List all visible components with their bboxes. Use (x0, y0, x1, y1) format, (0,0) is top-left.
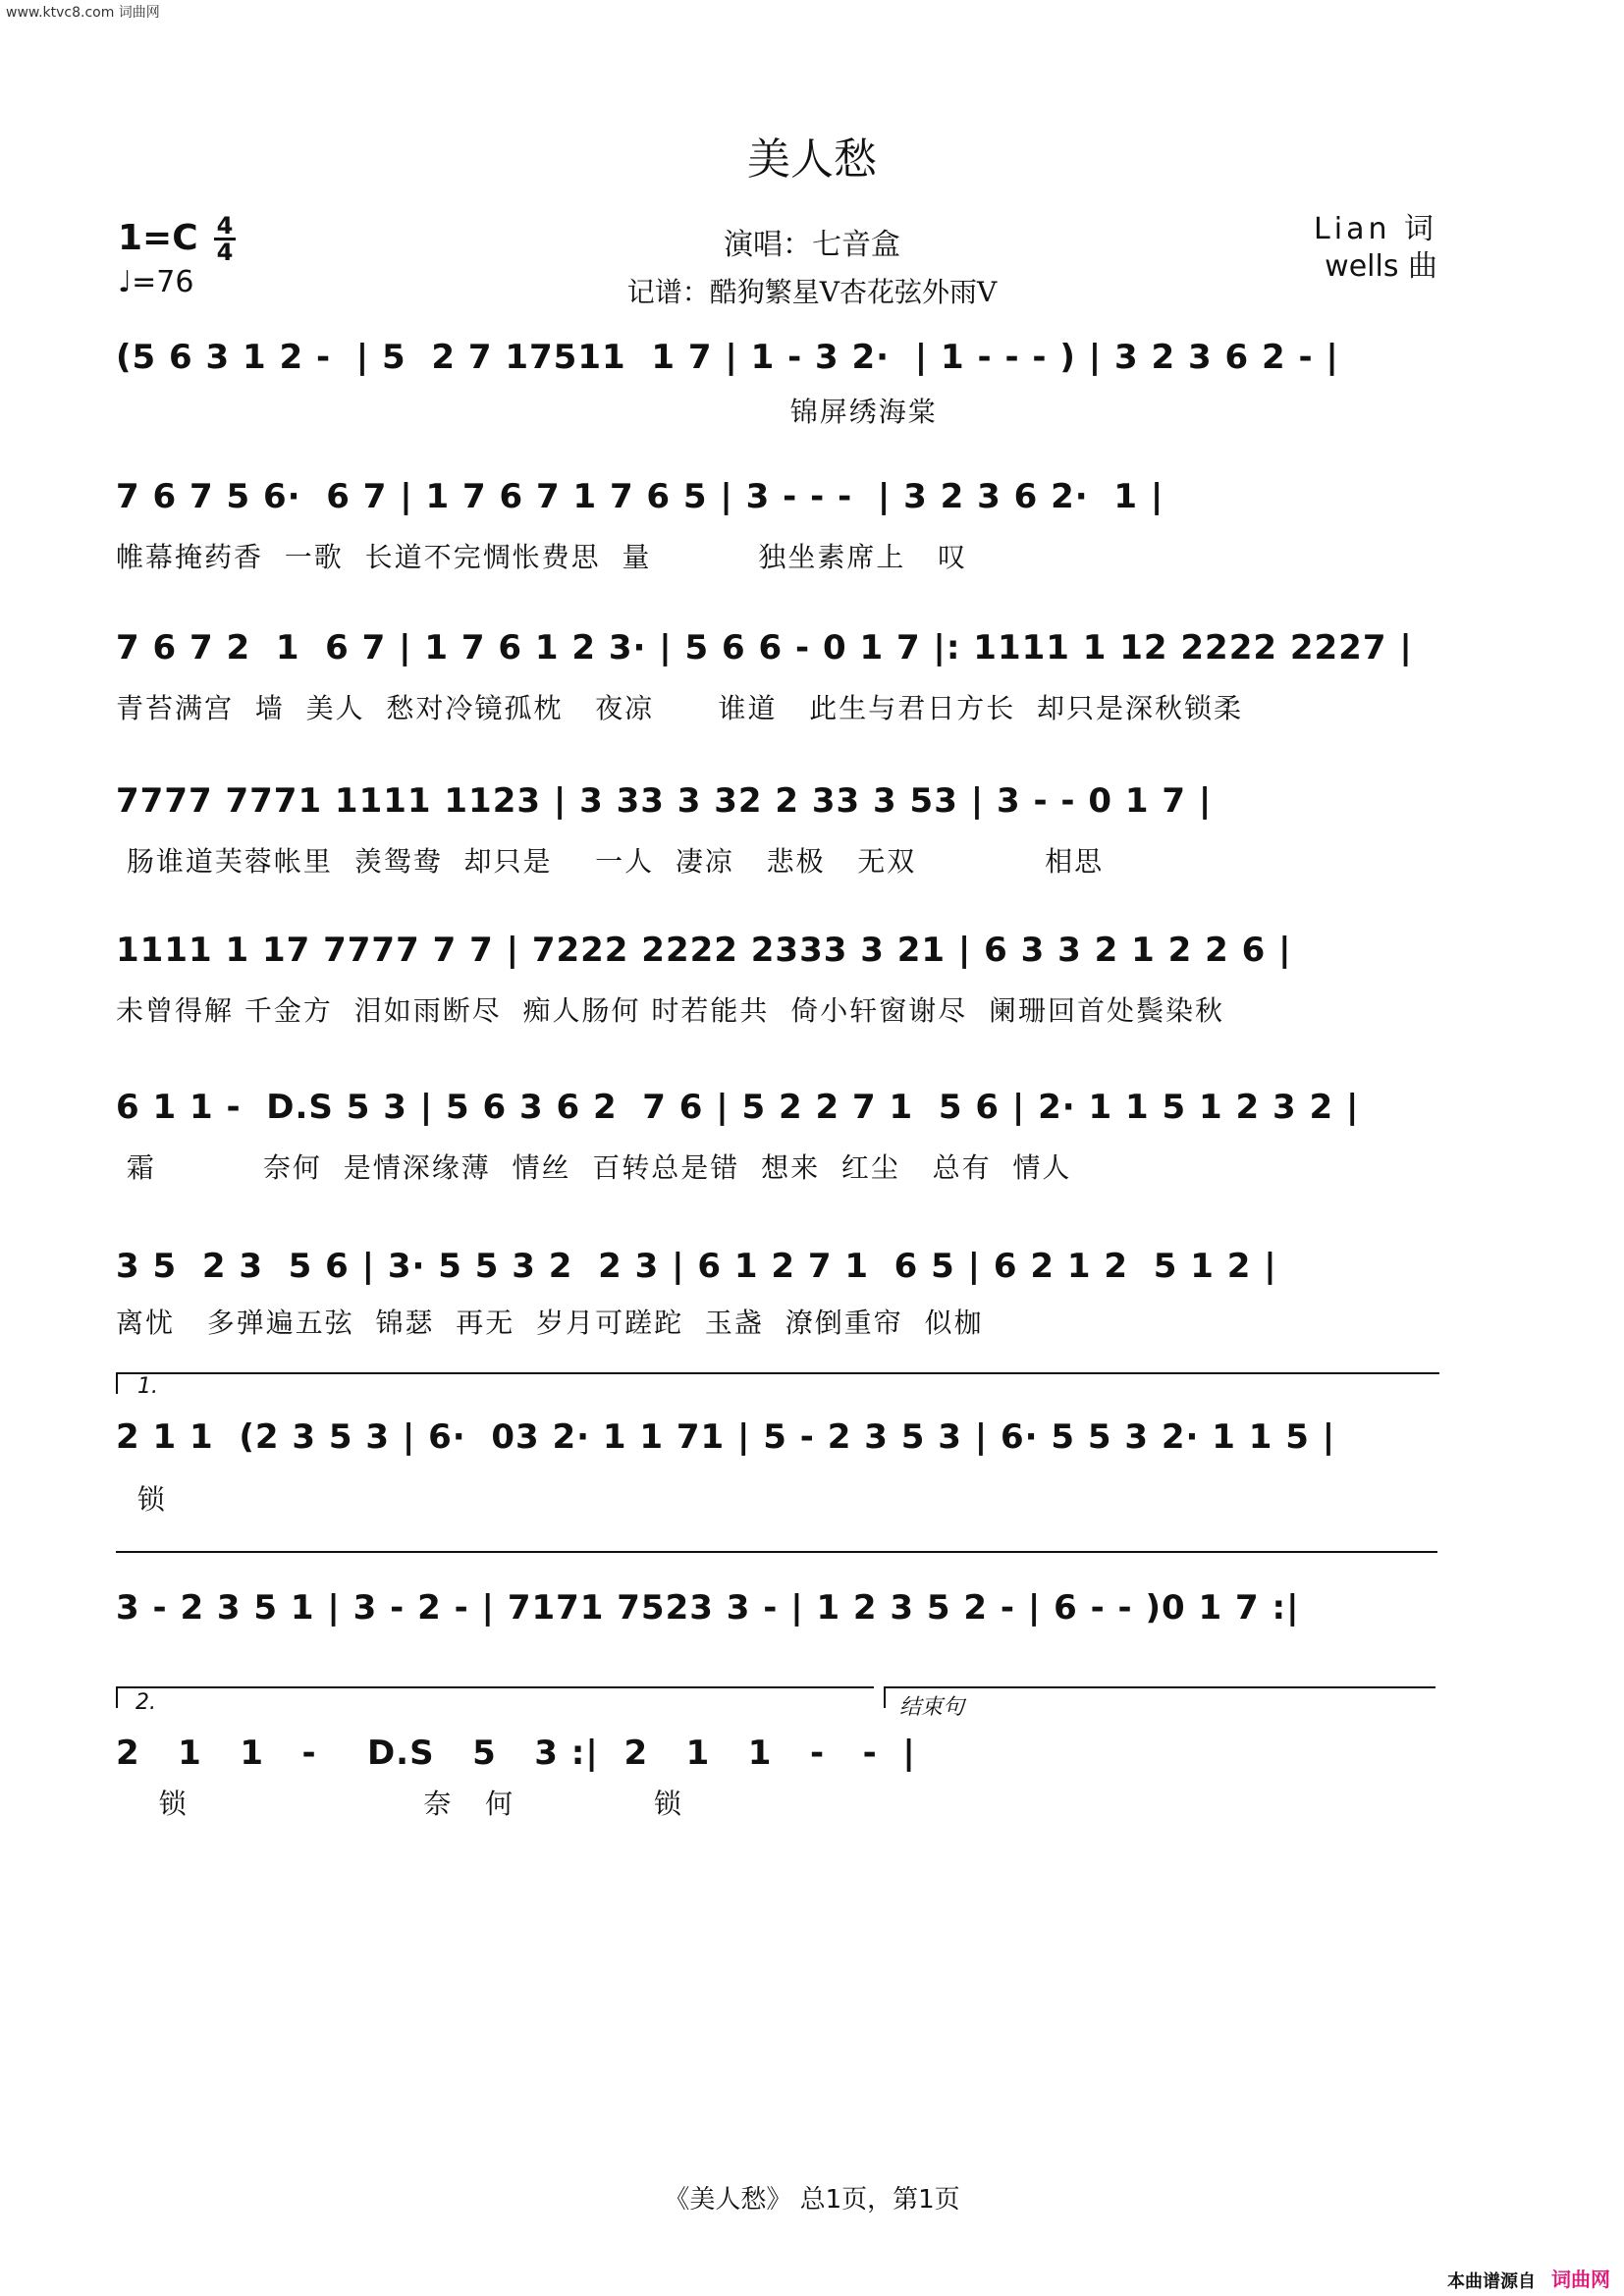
score-line-10-notes: 2 1 1 - D.S 5 3 :| 2 1 1 - - | (116, 1734, 916, 1773)
score-line-10-lyrics: 锁 奈 何 锁 (116, 1788, 683, 1820)
lyricist-credit: Lian 词 (1314, 212, 1437, 246)
ending-phrase-bracket (884, 1686, 1435, 1708)
key-signature: 1=C (118, 218, 198, 258)
time-bottom: 4 (216, 239, 234, 266)
first-ending-label: 1. (137, 1374, 158, 1399)
score-line-8-notes: 2 1 1 (2 3 5 3 | 6· 03 2· 1 1 71 | 5 - 2 3 5 3 | 6· 5 5 3 2· 1 1 5 | (116, 1417, 1336, 1457)
score-line-4-lyrics: 肠谁道芙蓉帐里 羡鸳鸯 却只是 一人 凄凉 悲极 无双 相思 (116, 845, 1105, 878)
score-line-6-notes: 6 1 1 - D.S 5 3 | 5 6 3 6 2 7 6 | 5 2 2 7 1 5 6 | 2· 1 1 5 1 2 3 2 | (116, 1088, 1360, 1127)
ending-phrase-label: 结束句 (899, 1695, 965, 1720)
first-ending-bracket (116, 1372, 1439, 1394)
score-line-7-notes: 3 5 2 3 5 6 | 3· 5 5 3 2 2 3 | 6 1 2 7 1 6 5 | 6 2 1 2 5 1 2 | (116, 1247, 1277, 1286)
score-line-5-lyrics: 未曾得解 千金方 泪如雨断尽 痴人肠何 时若能共 倚小轩窗谢尽 阑珊回首处鬓染秋 (116, 994, 1225, 1027)
tempo-marking: ♩=76 (118, 265, 194, 299)
score-line-6-lyrics: 霜 奈何 是情深缘薄 情丝 百转总是错 想来 红尘 总有 情人 (116, 1151, 1072, 1184)
score-line-8-lyrics: 锁 (116, 1483, 167, 1516)
second-ending-label: 2. (135, 1690, 156, 1715)
score-line-4-notes: 7777 7771 1111 1123 | 3 33 3 32 2 33 3 53 | 3 - - 0 1 7 | (116, 781, 1213, 821)
score-line-1-lyrics: 锦屏绣海棠 (116, 396, 938, 428)
site-watermark: www.ktvc8.com 词曲网 (6, 5, 160, 21)
page-footer: 《美人愁》 总1页，第1页 (664, 2185, 960, 2215)
song-title: 美人愁 (747, 134, 877, 185)
second-ending-bracket (116, 1686, 874, 1708)
score-line-2-lyrics: 帷幕掩药香 一歌 长道不完惆怅费思 量 独坐素席上 叹 (116, 541, 968, 573)
score-line-3-notes: 7 6 7 2 1 6 7 | 1 7 6 1 2 3· | 5 6 6 - 0 1 7 |: 1111 1 12 2222 2227 | (116, 628, 1413, 667)
score-line-2-notes: 7 6 7 5 6· 6 7 | 1 7 6 7 1 7 6 5 | 3 - - - | 3 2 3 6 2· 1 | (116, 477, 1164, 516)
composer-credit: wells 曲 (1325, 249, 1437, 284)
source-note: 本曲谱源自 (1447, 2271, 1536, 2292)
time-top: 4 (214, 214, 236, 240)
score-line-9-notes: 3 - 2 3 5 1 | 3 - 2 - | 7171 7523 3 - | 1 2 3 5 2 - | 6 - - )0 1 7 :| (116, 1588, 1300, 1628)
transcriber-credit: 记谱：酷狗繁星V杏花弦外雨V (626, 276, 998, 308)
score-line-3-lyrics: 青苔满宫 墙 美人 愁对冷镜孤枕 夜凉 谁道 此生与君日方长 却只是深秋锁柔 (116, 692, 1244, 724)
score-line-7-lyrics: 离忧 多弹遍五弦 锦瑟 再无 岁月可蹉跎 玉盏 潦倒重帘 似枷 (116, 1307, 984, 1339)
site-logo: 词曲网 (1551, 2268, 1610, 2291)
singer-credit: 演唱：七音盒 (724, 228, 900, 262)
first-ending-continuation (116, 1551, 1437, 1553)
score-line-1-notes: (5 6 3 1 2 - | 5 2 7 17511 1 7 | 1 - 3 2· | 1 - - - ) | 3 2 3 6 2 - | (116, 338, 1339, 377)
score-line-5-notes: 1111 1 17 7777 7 7 | 7222 2222 2333 3 21 | 6 3 3 2 1 2 2 6 | (116, 931, 1292, 970)
